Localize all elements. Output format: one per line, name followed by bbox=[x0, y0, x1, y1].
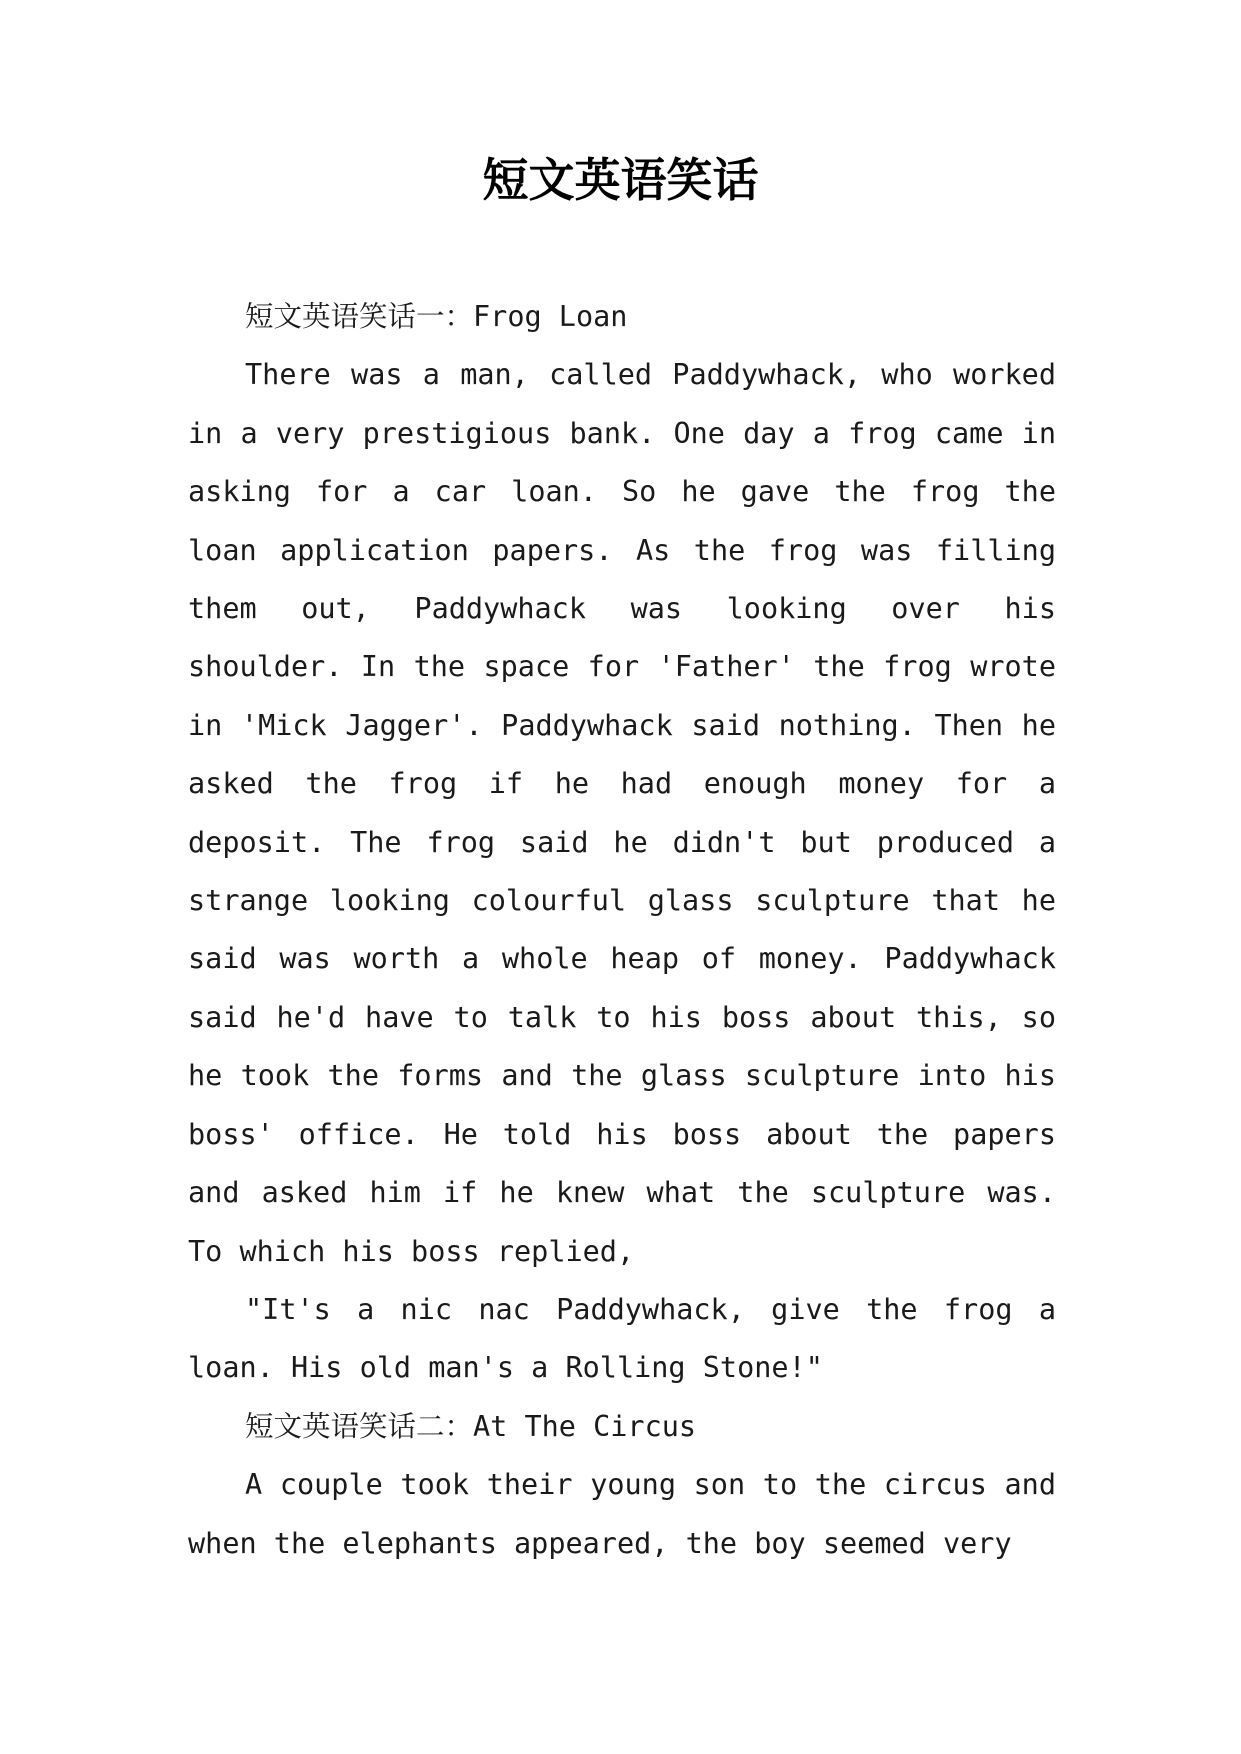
section-heading-frog-loan: 短文英语笑话一：Frog Loan bbox=[245, 300, 628, 333]
paragraph-punchline: "It's a nic nac Paddywhack, give the frog a loan. His old man's a Rolling Stone!" bbox=[188, 1292, 1056, 1385]
paragraph-frog-story: There was a man, called Paddywhack, who worked in a very prestigious bank. One day a frog came in asking for a car loan. So he gave the frog the loan application papers. As the frog was filling them out, Paddywhack was looking over his shoulder. In the space for 'Father' the frog wrote in 'Mick Jagger'. Paddywhack said nothing. Then he asked the frog if he had enough money for a deposit. The frog said he didn't but produced a strange looking colourful glass sculpture that he said was worth a whole heap of money. Paddywhack said he'd have to talk to his boss about this, so he took the forms and the glass sculpture into his boss' office. He told his boss about the papers and asked him if he knew what the sculpture was. To which his boss replied, bbox=[188, 358, 1056, 1268]
section-heading-circus: 短文英语笑话二：At The Circus bbox=[245, 1409, 697, 1443]
document-body bbox=[188, 288, 1056, 1573]
page-title: 短文英语笑话 bbox=[482, 153, 759, 207]
paragraph-circus-story: A couple took their young son to the circus and when the elephants appeared, the boy seemed very bbox=[188, 1468, 1056, 1560]
